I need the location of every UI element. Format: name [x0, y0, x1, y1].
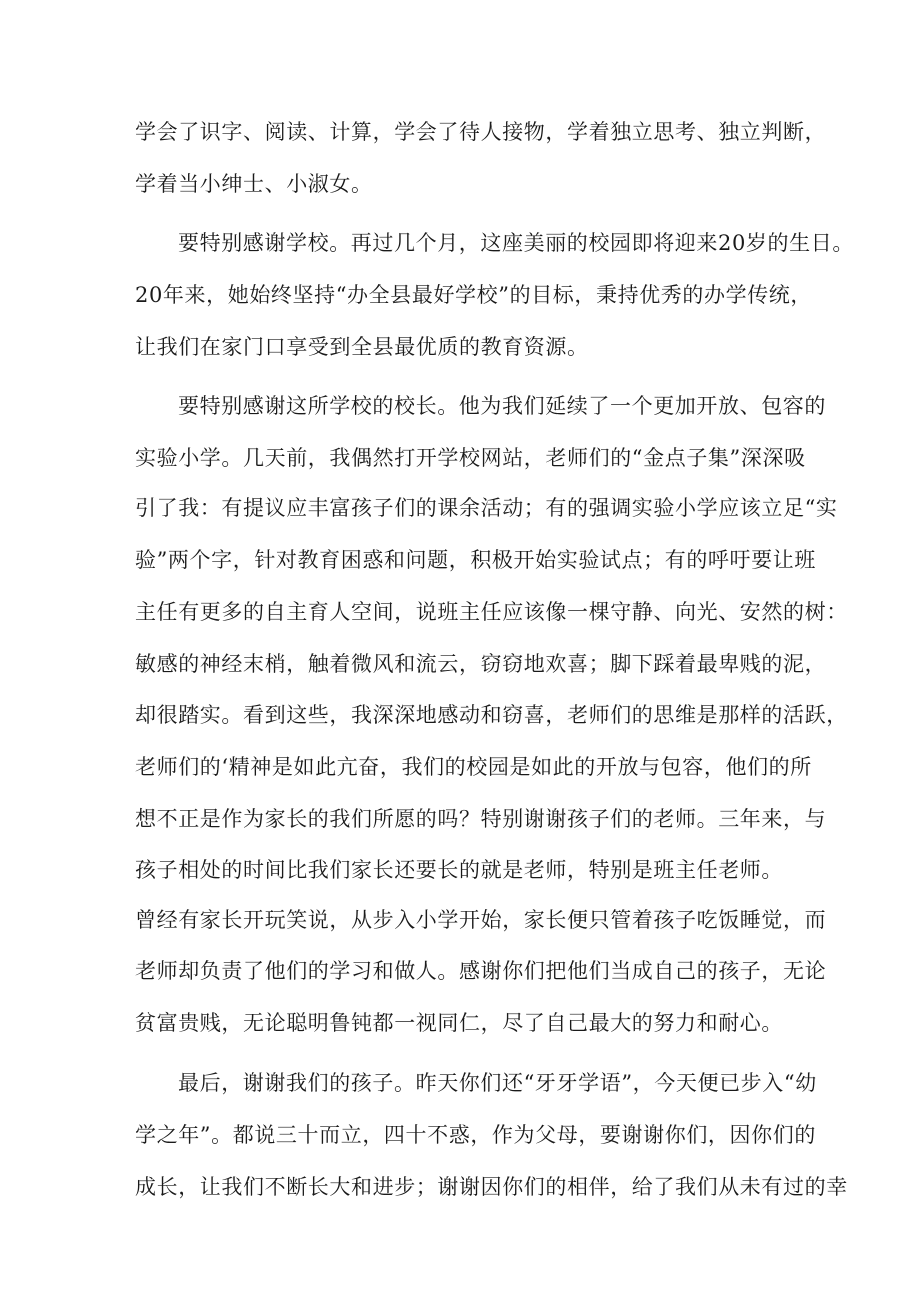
text-line: 曾经有家长开玩笑说，从步入小学开始，家长便只管着孩子吃饭睡觉，而 [135, 908, 827, 932]
text-line: 验”两个字，针对教育困惑和问题，积极开始实验试点；有的呼吁要让班 [135, 548, 816, 572]
text-line: 成长，让我们不断长大和进步；谢谢因你们的相伴，给了我们从未有过的幸 [135, 1175, 848, 1199]
text-line: 老师却负责了他们的学习和做人。感谢你们把他们当成自己的孩子，无论 [135, 959, 827, 983]
text-line: 学会了识字、阅读、计算，学会了待人接物，学着独立思考、独立判断， [135, 120, 827, 144]
text-line: 学之年”。都说三十而立，四十不惑，作为父母，要谢谢你们，因你们的 [135, 1123, 816, 1147]
text-line: 想不正是作为家长的我们所愿的吗？特别谢谢孩子们的老师。三年来，与 [135, 807, 827, 831]
text-line: 让我们在家门口享受到全县最优质的教育资源。 [135, 335, 589, 359]
text-line: 学着当小绅士、小淑女。 [135, 172, 373, 196]
text-line: 贫富贵贱，无论聪明鲁钝都一视同仁，尽了自己最大的努力和耐心。 [135, 1011, 783, 1035]
text-line: 主任有更多的自主育人空间，说班主任应该像一棵守静、向光、安然的树： [135, 600, 848, 624]
text-line: 要特别感谢学校。再过几个月，这座美丽的校园即将迎来20岁的生日。 [178, 231, 854, 255]
text-line: 却很踏实。看到这些，我深深地感动和窃喜，老师们的思维是那样的活跃， [135, 703, 848, 727]
text-line: 实验小学。几天前，我偶然打开学校网站，老师们的“金点子集”深深吸 [135, 446, 806, 470]
text-line: 敏感的神经末梢，触着微风和流云，窃窃地欢喜；脚下踩着最卑贱的泥， [135, 652, 827, 676]
text-line: 孩子相处的时间比我们家长还要长的就是老师，特别是班主任老师。 [135, 858, 783, 882]
text-line: 最后，谢谢我们的孩子。昨天你们还“牙牙学语”，今天便已步入“幼 [178, 1071, 817, 1095]
text-line: 要特别感谢这所学校的校长。他为我们延续了一个更加开放、包容的 [178, 394, 826, 418]
text-line: 20年来，她始终坚持“办全县最好学校”的目标，秉持优秀的办学传统， [135, 283, 812, 307]
text-line: 引了我：有提议应丰富孩子们的课余活动；有的强调实验小学应该立足“实 [135, 496, 838, 520]
text-line: 老师们的‘精神是如此亢奋，我们的校园是如此的开放与包容，他们的所 [135, 755, 812, 779]
